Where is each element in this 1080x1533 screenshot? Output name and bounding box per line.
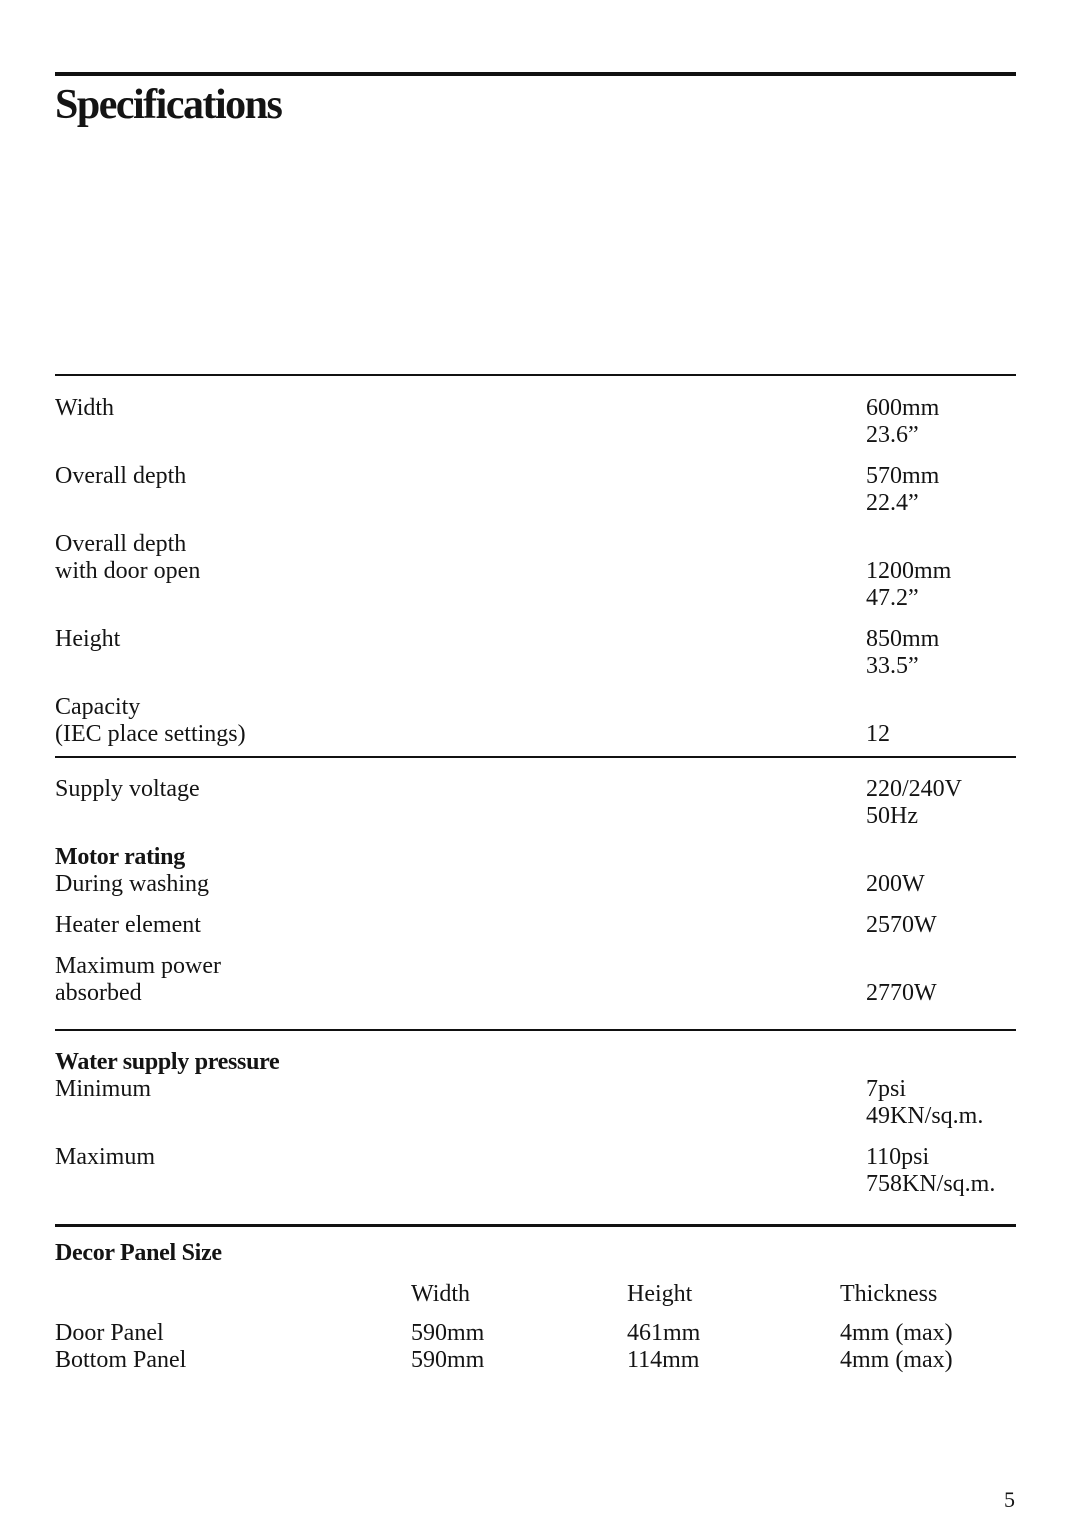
- spec-label-max-power-2: absorbed: [55, 980, 142, 1006]
- title-rule: [55, 72, 1016, 76]
- table-row-bottom-panel-thickness: 4mm (max): [840, 1347, 953, 1373]
- table-row-bottom-panel-height: 114mm: [627, 1347, 700, 1373]
- table-header-height: Height: [627, 1281, 693, 1307]
- table-row-door-panel-thickness: 4mm (max): [840, 1320, 953, 1346]
- spec-value-depth-mm: 570mm: [866, 463, 940, 489]
- spec-value-width-in: 23.6”: [866, 422, 919, 448]
- spec-value-frequency: 50Hz: [866, 803, 918, 829]
- spec-value-capacity: 12: [866, 721, 890, 747]
- table-row-door-panel-name: Door Panel: [55, 1320, 164, 1346]
- spec-value-heater-element: 2570W: [866, 912, 937, 938]
- table-header-width: Width: [411, 1281, 471, 1307]
- spec-value-max-power: 2770W: [866, 980, 937, 1006]
- spec-value-max-kn: 758KN/sq.m.: [866, 1171, 996, 1197]
- section-divider-dimensions: [55, 374, 1016, 376]
- spec-value-depth-in: 22.4”: [866, 490, 919, 516]
- spec-label-minimum: Minimum: [55, 1076, 152, 1102]
- spec-label-width: Width: [55, 395, 115, 421]
- spec-label-during-washing: During washing: [55, 871, 209, 897]
- spec-value-during-washing: 200W: [866, 871, 925, 897]
- spec-value-height-mm: 850mm: [866, 626, 940, 652]
- spec-label-capacity-1: Capacity: [55, 694, 141, 720]
- spec-label-max-power-1: Maximum power: [55, 953, 221, 979]
- spec-value-min-kn: 49KN/sq.m.: [866, 1103, 984, 1129]
- table-row-bottom-panel-width: 590mm: [411, 1347, 485, 1373]
- spec-label-capacity-2: (IEC place settings): [55, 721, 246, 747]
- spec-value-voltage: 220/240V: [866, 776, 962, 802]
- spec-value-max-psi: 110psi: [866, 1144, 930, 1170]
- spec-value-min-psi: 7psi: [866, 1076, 907, 1102]
- section-divider-water: [55, 1029, 1016, 1031]
- table-header-thickness: Thickness: [840, 1281, 938, 1307]
- spec-label-overall-depth: Overall depth: [55, 463, 187, 489]
- spec-label-height: Height: [55, 626, 121, 652]
- page-number: 5: [1004, 1487, 1015, 1512]
- table-row-door-panel-width: 590mm: [411, 1320, 485, 1346]
- spec-label-heater-element: Heater element: [55, 912, 201, 938]
- spec-label-depth-door-open-2: with door open: [55, 558, 201, 584]
- heading-motor-rating: Motor rating: [55, 844, 185, 870]
- spec-value-door-open-in: 47.2”: [866, 585, 919, 611]
- spec-value-height-in: 33.5”: [866, 653, 919, 679]
- heading-water-pressure: Water supply pressure: [55, 1049, 280, 1075]
- section-divider-decor: [55, 1224, 1016, 1227]
- spec-value-width-mm: 600mm: [866, 395, 940, 421]
- spec-label-supply-voltage: Supply voltage: [55, 776, 200, 802]
- table-row-door-panel-height: 461mm: [627, 1320, 701, 1346]
- table-row-bottom-panel-name: Bottom Panel: [55, 1347, 187, 1373]
- heading-decor-panel-size: Decor Panel Size: [55, 1240, 222, 1266]
- spec-label-maximum: Maximum: [55, 1144, 155, 1170]
- page-title: Specifications: [55, 82, 282, 128]
- section-divider-electrical: [55, 756, 1016, 758]
- spec-label-depth-door-open-1: Overall depth: [55, 531, 187, 557]
- spec-value-door-open-mm: 1200mm: [866, 558, 952, 584]
